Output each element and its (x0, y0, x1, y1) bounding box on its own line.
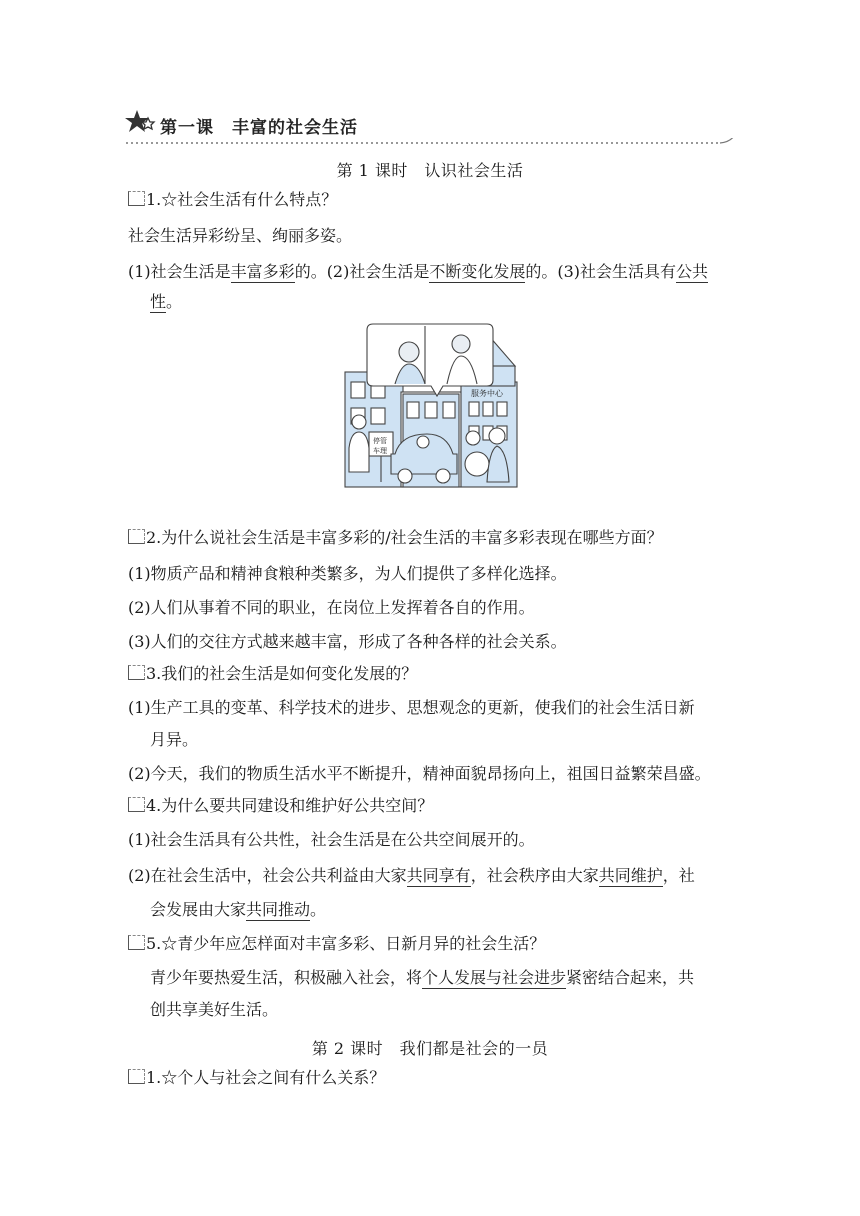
checkbox-icon[interactable] (128, 1069, 145, 1084)
answer-4-1: (1)社会生活具有公共性，社会生活是在公共空间展开的。 (128, 830, 535, 849)
answer-text: 。 (310, 900, 327, 919)
checkbox-icon[interactable] (128, 529, 145, 544)
answer-text: ，社会秩序由大家 (470, 866, 599, 885)
question-4 (128, 796, 433, 816)
answer-text: ，社 (662, 866, 695, 885)
answer-text: 的。(3)社会生活具有 (525, 262, 677, 281)
answer-4-2-cont (150, 900, 326, 920)
parking-sign-line-1: 停管 (373, 437, 387, 445)
checkbox-icon[interactable] (128, 191, 145, 206)
answer-3-1-cont: 月异。 (150, 730, 199, 749)
question-3 (128, 664, 417, 684)
star-decoration-icon (124, 108, 158, 142)
lesson-title: 第一课 丰富的社会生活 (160, 118, 358, 138)
checkbox-icon[interactable] (128, 935, 145, 950)
answer-text: 会发展由大家 (150, 900, 247, 919)
answer-1-points (128, 262, 708, 282)
checkbox-icon[interactable] (128, 797, 145, 812)
answer-text: 青少年要热爱生活，积极融入社会，将 (150, 968, 423, 987)
question-2 (128, 528, 663, 548)
lesson-header (124, 108, 736, 148)
answer-text: 。 (166, 292, 183, 311)
answer-text: (2)在社会生活中，社会公共利益由大家 (128, 866, 407, 885)
answer-3-1: (1)生产工具的变革、科学技术的进步、思想观念的更新，使我们的社会生活日新 (128, 698, 695, 717)
lesson1-heading: 第 1 课时 认识社会生活 (336, 161, 524, 180)
service-center-sign: 服务中心 (471, 389, 503, 398)
answer-text: 紧密结合起来，共 (566, 968, 695, 987)
checkbox-icon[interactable] (128, 665, 145, 680)
answer-2-3: (3)人们的交往方式越来越丰富，形成了各种各样的社会关系。 (128, 632, 567, 651)
key-phrase: 共同享有 (406, 866, 471, 885)
key-phrase: 丰富多彩 (230, 262, 295, 281)
question-text: 1.☆个人与社会之间有什么关系？ (146, 1068, 386, 1087)
header-divider (124, 138, 736, 148)
lesson2-heading: 第 2 课时 我们都是社会的一员 (311, 1039, 549, 1058)
question-text: 1.☆社会生活有什么特点？ (146, 190, 338, 209)
question-text: 3.我们的社会生活是如何变化发展的？ (146, 664, 418, 683)
social-life-illustration (343, 322, 519, 490)
question-1 (128, 190, 337, 210)
answer-1-intro: 社会生活异彩纷呈、绚丽多姿。 (128, 226, 353, 245)
lesson2-question-1 (128, 1068, 385, 1088)
key-phrase: 个人发展与社会进步 (422, 968, 567, 987)
key-phrase: 性 (150, 292, 167, 311)
parking-sign-line-2: 车理 (373, 447, 387, 455)
answer-4-2 (128, 866, 695, 886)
answer-3-2: (2)今天，我们的物质生活水平不断提升，精神面貌昂扬向上，祖国日益繁荣昌盛。 (128, 764, 711, 783)
answer-text: 的。(2)社会生活是 (294, 262, 430, 281)
question-text: 2.为什么说社会生活是丰富多彩的/社会生活的丰富多彩表现在哪些方面？ (146, 528, 663, 547)
question-text: 4.为什么要共同建设和维护好公共空间？ (146, 796, 434, 815)
key-phrase: 共同维护 (598, 866, 663, 885)
answer-text: (1)社会生活是 (128, 262, 231, 281)
question-5 (128, 934, 545, 954)
question-text: 5.☆青少年应怎样面对丰富多彩、日新月异的社会生活？ (146, 934, 546, 953)
answer-2-2: (2)人们从事着不同的职业，在岗位上发挥着各自的作用。 (128, 598, 535, 617)
answer-2-1: (1)物质产品和精神食粮种类繁多，为人们提供了多样化选择。 (128, 564, 567, 583)
answer-1-points-cont (150, 292, 182, 312)
answer-5-cont: 创共享美好生活。 (150, 1000, 279, 1019)
key-phrase: 公共 (676, 262, 709, 281)
key-phrase: 共同推动 (246, 900, 311, 919)
key-phrase: 不断变化发展 (429, 262, 526, 281)
answer-5 (150, 968, 694, 988)
